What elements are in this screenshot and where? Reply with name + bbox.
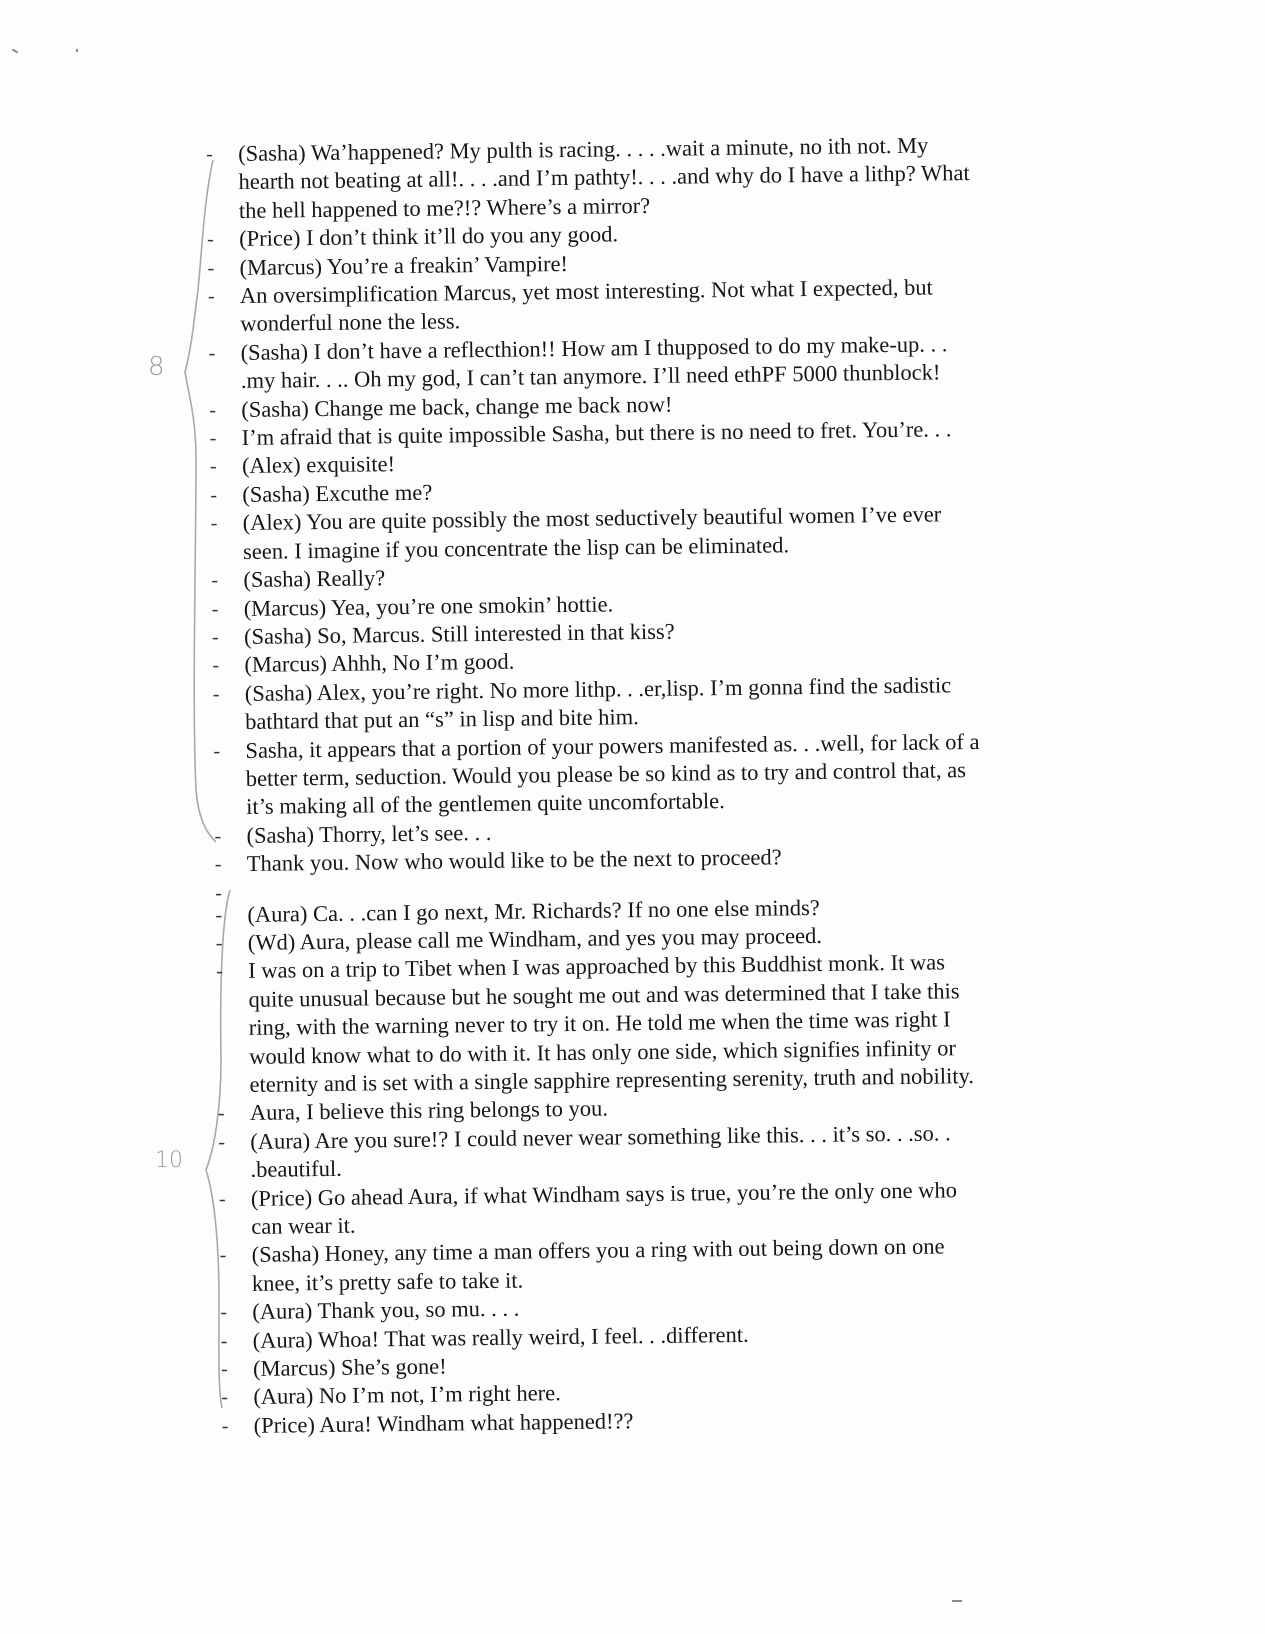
line-text: .my hair. . .. Oh my god, I can’t tan anymore. I’ll need ethPF 5000 thunblock! — [240, 359, 941, 394]
line-text: (Sasha) I don’t have a reflecthion!! How am I thupposed to do my make-up. . . — [240, 331, 948, 365]
line-dash: - — [211, 569, 219, 592]
line-text: ring, with the warning never to try it on. He told me when the time was right I — [248, 1006, 951, 1041]
line-dash: - — [218, 1187, 226, 1210]
line-text: it’s making all of the gentlemen quite uncomfortable. — [245, 788, 725, 820]
line-dash: - — [207, 256, 215, 280]
line-text: seen. I imagine if you concentrate the lisp can be eliminated. — [242, 531, 790, 564]
scan-speck — [952, 1600, 962, 1602]
line-dash: - — [215, 881, 223, 904]
line-dash: - — [219, 1244, 227, 1267]
line-text: hearth not beating at all!. . . .and I’m pathty!. . . .and why do I have a lithp? What — [238, 160, 970, 195]
line-text: quite unusual because but he sought me out and was determined that I take this — [248, 978, 960, 1012]
line-text: would know what to do with it. It has only one side, which signifies infinity or — [249, 1034, 957, 1069]
line-dash: - — [218, 1131, 226, 1154]
line-text: (Sasha) Alex, you’re right. No more lithp. . .er,lisp. I’m gonna find the sadistic — [244, 672, 952, 706]
line-text: (Aura) Thank you, so mu. . . . — [252, 1295, 520, 1325]
line-text: (Sasha) Honey, any time a man offers you a ring with out being down on one — [251, 1233, 945, 1268]
line-text: (Alex) You are quite possibly the most seductively beautiful women I’ve ever — [242, 501, 942, 536]
line-dash: - — [210, 484, 218, 507]
line-text: An oversimplification Marcus, yet most interesting. Not what I expected, but — [239, 274, 933, 309]
line-text: (Sasha) So, Marcus. Still interested in that kiss? — [243, 618, 675, 649]
line-dash: - — [212, 654, 220, 677]
line-text: (Alex) exquisite! — [241, 451, 396, 479]
line-text: Thank you. Now who would like to be the next to proceed? — [246, 844, 782, 877]
line-text: (Marcus) You’re a freakin’ Vampire! — [239, 250, 569, 280]
line-text: (Marcus) Ahhh, No I’m good. — [244, 648, 515, 678]
line-text: (Sasha) Excuthe me? — [242, 479, 433, 507]
line-dash: - — [215, 932, 223, 955]
line-text: (Aura) Whoa! That was really weird, I feel. . .different. — [252, 1321, 749, 1353]
line-text: knee, it’s pretty safe to take it. — [251, 1267, 524, 1296]
line-dash: - — [209, 427, 217, 450]
line-dash: - — [214, 825, 222, 848]
line-dash: - — [221, 1415, 229, 1438]
line-dash: - — [209, 398, 217, 422]
line-dash: - — [214, 853, 222, 876]
line-text: .beautiful. — [250, 1156, 342, 1183]
line-text: (Aura) Are you sure!? I could never wear something like this. . . it’s so. . .so. . — [250, 1120, 951, 1154]
line-text: (Wd) Aura, please call me Windham, and yes you may proceed. — [247, 922, 823, 955]
line-text: (Sasha) Wa’happened? My pulth is racing. . . . .wait a minute, no ith not. My — [238, 132, 929, 166]
line-text: eternity and is set with a single sapphire representing serenity, truth and nobility. — [249, 1063, 975, 1097]
line-text: I was on a trip to Tibet when I was approached by this Buddhist monk. It was — [247, 949, 946, 984]
line-dash: - — [216, 960, 223, 983]
line-dash: - — [209, 455, 217, 478]
line-text: (Price) Aura! Windham what happened!?? — [253, 1408, 634, 1438]
line-text: wonderful none the less. — [240, 308, 461, 337]
line-dash: - — [211, 597, 219, 620]
line-text: (Marcus) She’s gone! — [252, 1353, 447, 1381]
line-text: bathtard that put an “s” in lisp and bite him. — [244, 704, 639, 735]
line-dash: - — [221, 1386, 229, 1409]
line-dash: - — [210, 512, 218, 535]
line-text: (Aura) Ca. . .can I go next, Mr. Richards? If no one else minds? — [247, 894, 820, 927]
line-dash: - — [217, 1102, 225, 1125]
scan-speck — [12, 49, 18, 54]
line-text: Aura, I believe this ring belongs to you. — [249, 1095, 609, 1126]
line-text: I’m afraid that is quite impossible Sasha, but there is no need to fret. You’re. . . — [241, 416, 952, 451]
line-text: (Aura) No I’m not, I’m right here. — [253, 1380, 561, 1410]
line-text: (Sasha) Thorry, let’s see. . . — [246, 819, 492, 848]
script-body — [206, 130, 1076, 1440]
line-text: can wear it. — [251, 1212, 356, 1239]
line-dash: - — [220, 1358, 228, 1381]
line-text: (Sasha) Really? — [243, 565, 386, 593]
line-dash: - — [213, 739, 221, 762]
line-dash: - — [207, 228, 215, 251]
line-dash: - — [220, 1329, 228, 1352]
line-text: (Sasha) Change me back, change me back now! — [241, 391, 673, 422]
line-text: the hell happened to me?!? Where’s a mirror? — [238, 192, 651, 223]
margin-note-top: 8 — [148, 352, 165, 382]
line-text: Sasha, it appears that a portion of your powers manifested as. . .well, for lack of a — [245, 728, 980, 763]
line-text: (Marcus) Yea, you’re one smokin’ hottie. — [243, 590, 614, 621]
line-dash: - — [220, 1301, 228, 1324]
line-dash: - — [212, 682, 220, 706]
line-dash: - — [215, 903, 223, 926]
line-dash: - — [207, 285, 215, 308]
line-dash: - — [208, 342, 216, 365]
line-text: (Price) I don’t think it’ll do you any good. — [239, 221, 619, 252]
margin-note-bottom: 10 — [155, 1148, 183, 1173]
line-text: better term, seduction. Would you please be so kind as to try and control that, as — [245, 757, 967, 791]
scan-speck — [76, 49, 78, 52]
line-dash: - — [206, 143, 213, 166]
line-text: (Price) Go ahead Aura, if what Windham says is true, you’re the only one who — [250, 1176, 958, 1211]
line-dash: - — [211, 626, 219, 649]
